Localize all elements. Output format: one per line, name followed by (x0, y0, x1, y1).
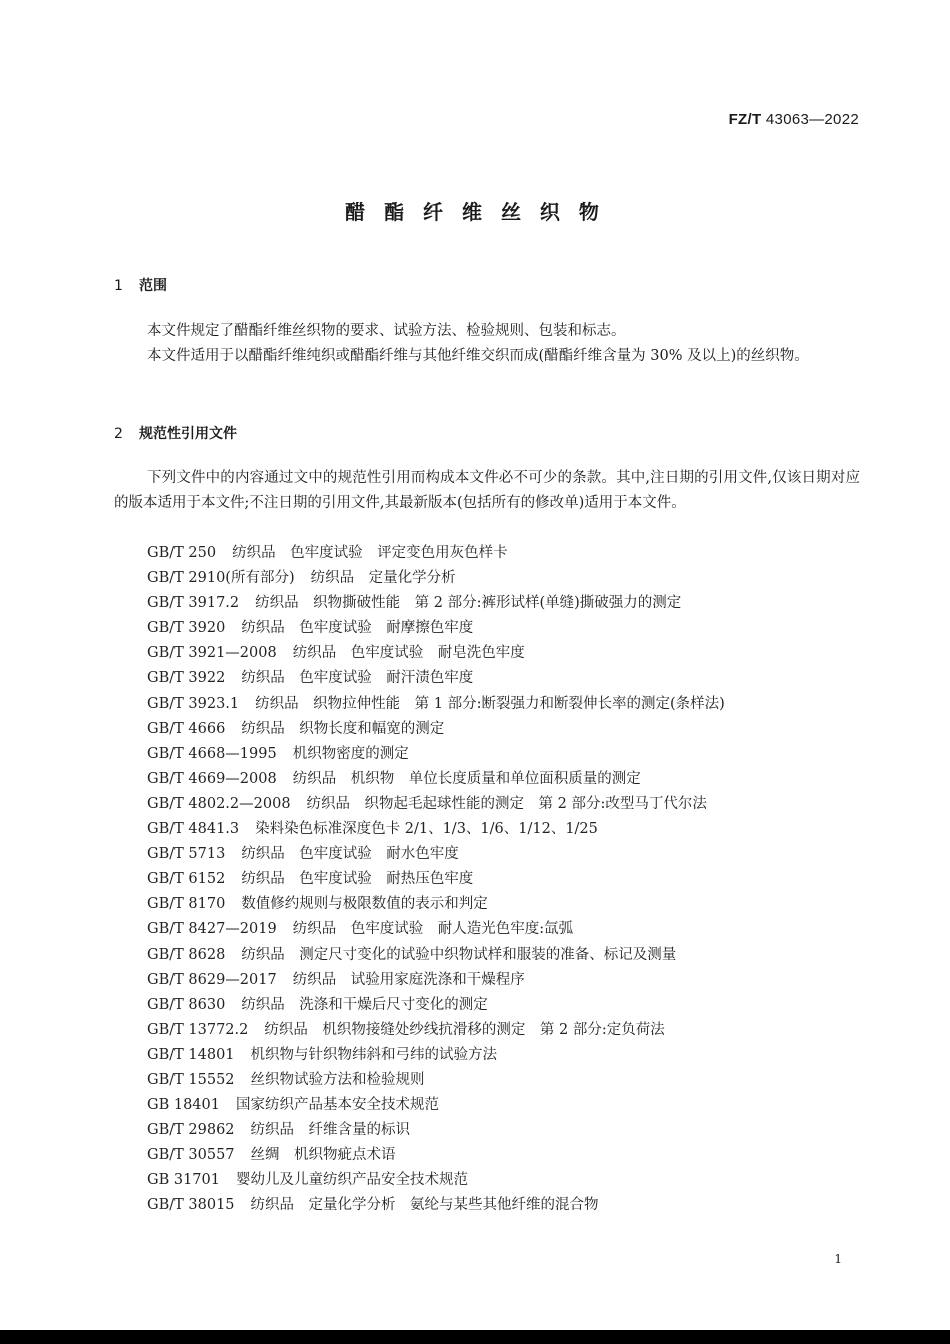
reference-item (147, 842, 867, 867)
reference-title: 纺织品 洗涤和干燥后尺寸变化的测定 (241, 996, 488, 1013)
reference-item (147, 892, 867, 917)
reference-title: 纺织品 织物拉伸性能 第 1 部分:断裂强力和断裂伸长率的测定(条样法) (255, 695, 725, 712)
reference-title: 婴幼儿及儿童纺织产品安全技术规范 (235, 1172, 468, 1189)
reference-item (147, 1043, 867, 1068)
reference-item (147, 717, 867, 742)
reference-code: GB/T 3917.2 (147, 595, 240, 612)
section-heading-scope (114, 275, 167, 295)
bottom-edge-bar (0, 1330, 950, 1344)
reference-title: 机织物密度的测定 (292, 745, 409, 762)
document-title: 醋 酯 纤 维 丝 织 物 (345, 200, 605, 224)
reference-title: 纺织品 色牢度试验 耐水色牢度 (241, 846, 459, 863)
reference-title: 丝绸 机织物疵点术语 (250, 1147, 396, 1164)
reference-title: 纺织品 织物长度和幅宽的测定 (241, 720, 445, 737)
reference-title: 纺织品 试验用家庭洗涤和干燥程序 (292, 971, 525, 988)
reference-title: 纺织品 色牢度试验 耐摩擦色牢度 (241, 620, 474, 637)
reference-item (147, 817, 867, 842)
reference-code: GB 18401 (147, 1097, 220, 1114)
reference-item (147, 1093, 867, 1118)
reference-title: 纺织品 机织物 单位长度质量和单位面积质量的测定 (292, 770, 641, 787)
reference-item (147, 591, 867, 616)
reference-item (147, 1168, 867, 1193)
reference-code: GB/T 14801 (147, 1046, 235, 1063)
reference-code: GB 31701 (147, 1172, 220, 1189)
reference-title: 纺织品 机织物接缝处纱线抗滑移的测定 第 2 部分:定负荷法 (264, 1021, 665, 1038)
reference-item (147, 1193, 867, 1218)
reference-item (147, 566, 867, 591)
scope-paragraph-1: 本文件规定了醋酯纤维丝织物的要求、试验方法、检验规则、包装和标志。 (147, 323, 626, 339)
reference-item (147, 666, 867, 691)
reference-list (147, 541, 867, 1219)
reference-code: GB/T 5713 (147, 846, 226, 863)
section-number: 1 (114, 278, 123, 294)
reference-item (147, 1118, 867, 1143)
reference-code: GB/T 8170 (147, 896, 226, 913)
reference-title: 数值修约规则与极限数值的表示和判定 (241, 896, 488, 913)
reference-title: 纺织品 色牢度试验 耐皂洗色牢度 (292, 645, 525, 662)
reference-title: 纺织品 色牢度试验 耐人造光色牢度:氙弧 (292, 921, 574, 938)
reference-item (147, 792, 867, 817)
reference-item (147, 968, 867, 993)
reference-item (147, 867, 867, 892)
reference-code: GB/T 8628 (147, 946, 226, 963)
reference-item (147, 1068, 867, 1093)
reference-code: GB/T 4668—1995 (147, 745, 277, 762)
reference-item (147, 993, 867, 1018)
standard-code: FZ/T (728, 111, 762, 128)
reference-item (147, 917, 867, 942)
reference-title: 纺织品 织物撕破性能 第 2 部分:裤形试样(单缝)撕破强力的测定 (255, 595, 682, 612)
reference-item (147, 692, 867, 717)
reference-title: 丝织物试验方法和检验规则 (250, 1071, 425, 1088)
reference-title: 国家纺织产品基本安全技术规范 (235, 1097, 439, 1114)
reference-title: 纺织品 色牢度试验 耐热压色牢度 (241, 871, 474, 888)
standard-number: 43063—2022 (765, 111, 859, 128)
reference-code: GB/T 38015 (147, 1197, 235, 1214)
reference-code: GB/T 29862 (147, 1122, 235, 1139)
reference-code: GB/T 3922 (147, 670, 226, 687)
standard-number-header (729, 111, 859, 128)
reference-title: 纺织品 织物起毛起球性能的测定 第 2 部分:改型马丁代尔法 (306, 795, 707, 812)
section-heading-normative-references (114, 423, 237, 443)
section-title: 规范性引用文件 (139, 426, 237, 442)
reference-item (147, 943, 867, 968)
reference-item (147, 641, 867, 666)
reference-code: GB/T 4841.3 (147, 821, 240, 838)
reference-code: GB/T 30557 (147, 1147, 235, 1164)
section-number: 2 (114, 426, 123, 442)
reference-title: 纺织品 定量化学分析 (310, 570, 456, 587)
reference-title: 纺织品 色牢度试验 耐汗渍色牢度 (241, 670, 474, 687)
reference-title: 染料染色标准深度色卡 2/1、1/3、1/6、1/12、1/25 (255, 821, 598, 838)
reference-code: GB/T 4802.2—2008 (147, 795, 291, 812)
reference-item (147, 767, 867, 792)
reference-code: GB/T 6152 (147, 871, 226, 888)
reference-item (147, 1018, 867, 1043)
reference-title: 机织物与针织物纬斜和弓纬的试验方法 (250, 1046, 498, 1063)
reference-code: GB/T 2910(所有部分) (147, 570, 295, 587)
reference-code: GB/T 15552 (147, 1071, 235, 1088)
page-number: 1 (834, 1252, 842, 1266)
reference-code: GB/T 3923.1 (147, 695, 240, 712)
reference-title: 纺织品 色牢度试验 评定变色用灰色样卡 (232, 545, 508, 561)
reference-code: GB/T 3921—2008 (147, 645, 277, 662)
reference-title: 纺织品 测定尺寸变化的试验中织物试样和服装的准备、标记及测量 (241, 946, 677, 963)
reference-item (147, 1143, 867, 1168)
reference-code: GB/T 8427—2019 (147, 921, 277, 938)
reference-title: 纺织品 定量化学分析 氨纶与某些其他纤维的混合物 (250, 1197, 599, 1214)
reference-code: GB/T 250 (147, 545, 217, 561)
reference-code: GB/T 4666 (147, 720, 226, 737)
references-intro-paragraph: 下列文件中的内容通过文中的规范性引用而构成本文件必不可少的条款。其中,注日期的引用文件,仅该日期对应的版本适用于本文件;不注日期的引用文件,其最新版本(包括所有的修改单)适用于本文件。 (114, 470, 860, 511)
section-title: 范围 (139, 278, 167, 294)
scope-paragraph-2: 本文件适用于以醋酯纤维纯织或醋酯纤维与其他纤维交织而成(醋酯纤维含量为 30% 及以上)的丝织物。 (147, 348, 809, 364)
reference-code: GB/T 3920 (147, 620, 226, 637)
reference-code: GB/T 13772.2 (147, 1021, 249, 1038)
reference-code: GB/T 4669—2008 (147, 770, 277, 787)
reference-item (147, 541, 867, 566)
reference-item (147, 616, 867, 641)
reference-title: 纺织品 纤维含量的标识 (250, 1122, 411, 1139)
reference-item (147, 742, 867, 767)
reference-code: GB/T 8629—2017 (147, 971, 277, 988)
reference-code: GB/T 8630 (147, 996, 226, 1013)
